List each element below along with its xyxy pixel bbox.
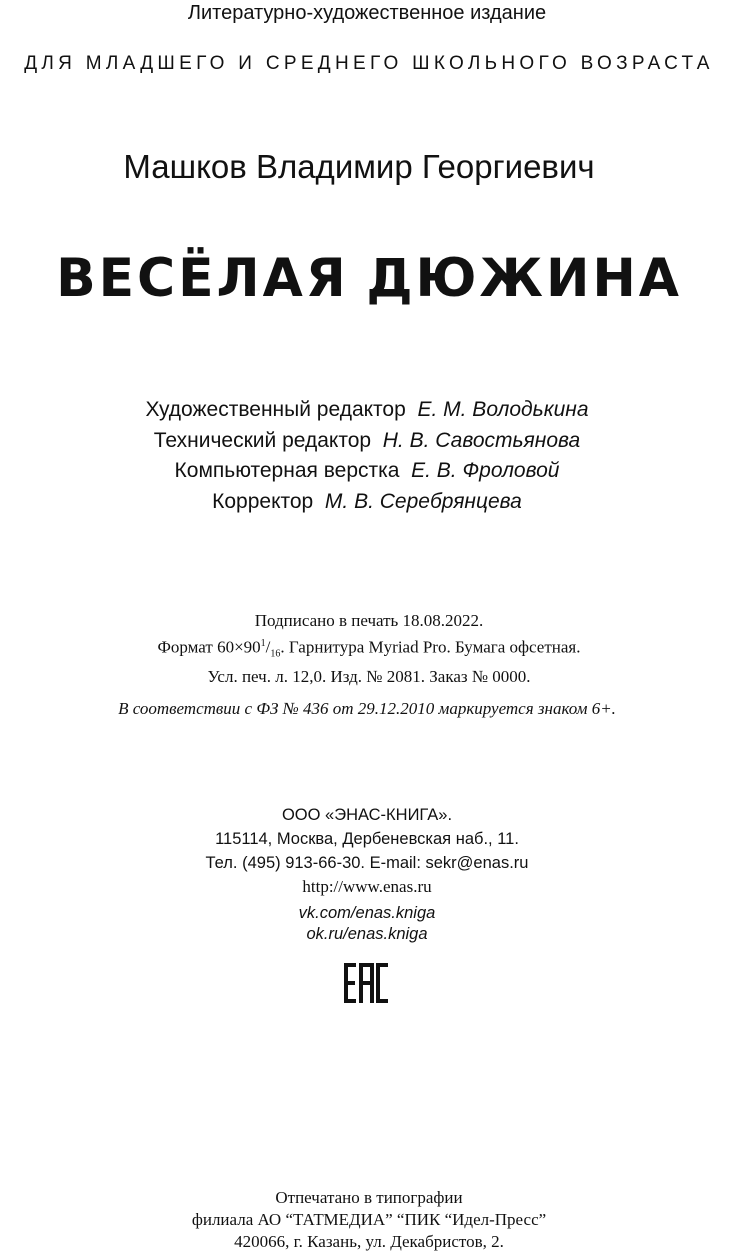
credit-art-editor: Художественный редактор Е. М. Володькина (145, 398, 589, 421)
edition-type: Литературно-художественное издание (187, 2, 547, 24)
age-group: ДЛЯ МЛАДШЕГО И СРЕДНЕГО ШКОЛЬНОГО ВОЗРАСТА (24, 53, 714, 74)
signed-date: Подписано в печать 18.08.2022. (254, 611, 484, 630)
publisher-website: http://www.enas.ru (302, 877, 432, 896)
print-info (2, 610, 734, 688)
social-link-ok: ok.ru/enas.kniga (306, 925, 428, 943)
book-title (9, 248, 728, 309)
title-word-2: ДЮЖИНА (366, 248, 682, 309)
author-name: Машков Владимир Георгиевич (123, 148, 595, 185)
credit-tech-editor: Технический редактор Н. В. Савостьянова (153, 428, 581, 452)
printer-info (2, 1187, 734, 1253)
publisher-block (0, 803, 734, 899)
sheets-line: Усл. печ. л. 12,0. Изд. № 2081. Заказ № 0000. (207, 666, 531, 686)
publisher-contacts: Тел. (495) 913-66-30. E-mail: sekr@enas.ru (205, 854, 529, 872)
title-word-1: ВЕСЁЛАЯ (56, 248, 349, 309)
credits-block (0, 395, 734, 517)
credit-layout: Компьютерная верстка Е. В. Фроловой (174, 459, 560, 482)
eac-mark-icon (343, 962, 389, 1004)
publisher-address: 115114, Москва, Дербеневская наб., 11. (215, 830, 519, 848)
law-note: В соответствии с ФЗ № 436 от 29.12.2010 маркируется знаком 6+. (118, 699, 616, 718)
printer-line-1: Отпечатано в типографии (275, 1188, 463, 1207)
social-links (0, 903, 734, 945)
social-link-vk: vk.com/enas.kniga (298, 904, 436, 922)
printer-line-3: 420066, г. Казань, ул. Декабристов, 2. (234, 1232, 504, 1251)
publisher-name: ООО «ЭНАС-КНИГА». (281, 806, 453, 824)
format-line: Формат $60\times 90^1/_{16}$. Гарнитура Myriad Pro. Бумага офсетная. (157, 637, 581, 660)
printer-line-2: филиала АО “ТАТМЕДИА” “ПИК “Идел-Пресс” (191, 1210, 547, 1229)
credit-proofreader: Корректор М. В. Серебрянцева (212, 489, 522, 513)
